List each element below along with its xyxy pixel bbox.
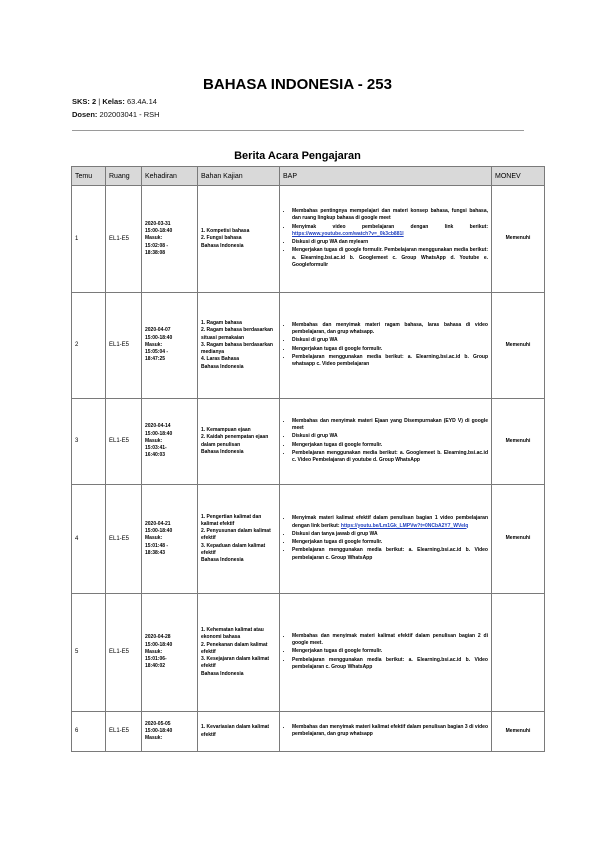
table-row xyxy=(72,293,545,399)
cell-temu: 1 xyxy=(72,186,106,293)
cell-monev: Memenuhi xyxy=(492,485,545,594)
bap-item xyxy=(292,657,488,672)
bap-text: Mengerjakan tugas di google formulir. xyxy=(292,345,383,352)
bahan-line: 1. Pengertian kalimat dan kalimat efektif xyxy=(201,513,262,527)
kelas-label: Kelas: xyxy=(102,97,125,106)
bahan-line: 2. Penekanan dalam kalimat efektif xyxy=(201,641,268,655)
bahan-line: 1. Kompetisi bahasa xyxy=(201,228,250,235)
kehadiran-line: 15:02:08 - xyxy=(145,242,169,249)
bahan-line: 2. Penyusunan dalam kalimat efektif xyxy=(201,528,271,542)
bap-text: Diskusi di grup WA dan mylearn xyxy=(292,239,369,245)
cell-bap xyxy=(280,399,492,485)
bap-list xyxy=(282,724,488,739)
bap-item xyxy=(292,724,488,739)
cell-ruang: EL1-E5 xyxy=(106,485,142,594)
bahan-line: Bahasa Indonesia xyxy=(201,242,244,249)
cell-bap xyxy=(280,186,492,293)
bap-text: Mengerjakan tugas di google formulir. Pembelajaran menggunakan media berikut: a. Elearning.bsi.ac.id b. Googlemeet c. Group WhatsApp d. Youtube e. Googleformulir xyxy=(292,247,488,268)
kehadiran-line: 15:00-18:40 xyxy=(145,528,173,535)
table-row xyxy=(72,594,545,712)
video-link[interactable]: https://www.youtube.com/watch?v=_0k3cb881l xyxy=(292,230,404,237)
bap-text: Membahas dan menyimak materi ragam bahasa, laras bahasa di video pembelajaran, dan grup whatsapp. xyxy=(292,321,488,335)
cell-monev: Memenuhi xyxy=(492,712,545,752)
bahan-line: 3. Kesejajaran dalam kalimat efektif xyxy=(201,656,270,670)
sks-label: SKS: xyxy=(72,97,90,106)
kehadiran-line: 15:01:48 - xyxy=(145,542,169,549)
bahan-line: Bahasa Indonesia xyxy=(201,557,244,564)
bap-list xyxy=(282,208,488,269)
table-header-row xyxy=(72,167,545,186)
bahan-line: 2. Ragam bahasa berdasarkan situasi pemakaian xyxy=(201,327,273,341)
cell-monev: Memenuhi xyxy=(492,186,545,293)
cell-temu: 2 xyxy=(72,293,106,399)
cell-ruang: EL1-E5 xyxy=(106,594,142,712)
bap-item xyxy=(292,531,488,538)
cell-kehadiran xyxy=(142,594,198,712)
header-kehadiran: Kehadiran xyxy=(142,167,198,186)
bap-text: Pembelajaran menggunakan media berikut: a. Elearning.bsi.ac.id b. Video pembelajaran c. Group WhatsApp xyxy=(292,547,488,561)
bap-item xyxy=(292,515,488,530)
kehadiran-line: 15:03:41- xyxy=(145,445,167,452)
bap-item xyxy=(292,354,488,369)
bap-text: Membahas dan menyimak materi kalimat efektif dalam penulisan bagian 3 di video pembelajaran, dan grup whatsapp xyxy=(292,723,488,737)
kehadiran-line: 2020-05-05 xyxy=(145,720,171,727)
cell-bap xyxy=(280,594,492,712)
cell-bap xyxy=(280,712,492,752)
table-row xyxy=(72,399,545,485)
bap-item xyxy=(292,208,488,223)
bahan-line: 1. Kehematan kalimat atau ekonomi bahasa xyxy=(201,627,264,641)
header-bap: BAP xyxy=(280,167,492,186)
cell-kehadiran xyxy=(142,712,198,752)
bap-item xyxy=(292,346,488,353)
kehadiran-line: Masuk: xyxy=(145,437,163,444)
bap-list xyxy=(282,633,488,671)
bap-text: Mengerjakan tugas di google formulir. xyxy=(292,648,383,655)
cell-bap xyxy=(280,485,492,594)
kehadiran-line: 2020-04-21 xyxy=(145,520,171,527)
section-title: Berita Acara Pengajaran xyxy=(234,150,361,162)
kehadiran-line: 15:00-18:40 xyxy=(145,641,173,648)
bap-text: Menyimak materi kalimat efektif dalam penulisan bagian 1 video pembelajaran dengan link berikut: xyxy=(292,515,488,529)
cell-ruang: EL1-E5 xyxy=(106,712,142,752)
cell-bap xyxy=(280,293,492,399)
bap-item xyxy=(292,450,488,465)
kehadiran-line: Masuk: xyxy=(145,535,163,542)
bahan-line: 1. Kevariasian dalam kalimat efektif xyxy=(201,724,270,738)
bap-list xyxy=(282,418,488,465)
dosen-label: Dosen: xyxy=(72,110,98,119)
teaching-report-table xyxy=(71,166,545,752)
bahan-line: Bahasa Indonesia xyxy=(201,363,244,370)
bap-item xyxy=(292,633,488,648)
header-ruang: Ruang xyxy=(106,167,142,186)
bap-item xyxy=(292,247,488,269)
bap-text: Membahas dan menyimak materi Ejaan yang Disempurnakan (EYD V) di google meet xyxy=(292,417,488,431)
bap-text: Diskusi di grup WA xyxy=(292,433,338,440)
video-link[interactable]: https://youtu.be/Lm1Gk_LMPVw?t=0NCbA2Y7_WVelq xyxy=(340,522,469,529)
header-bahan-kajian: Bahan Kajian xyxy=(198,167,280,186)
kehadiran-line: 16:40:03 xyxy=(145,452,166,459)
bahan-line: Bahasa Indonesia xyxy=(201,670,244,677)
kehadiran-line: 15:00-18:40 xyxy=(145,228,173,235)
cell-temu: 6 xyxy=(72,712,106,752)
bahan-line: 1. Ragam bahasa xyxy=(201,320,242,327)
bahan-line: Bahasa Indonesia xyxy=(201,448,244,455)
bap-item xyxy=(292,539,488,546)
table-row xyxy=(72,712,545,752)
course-info: SKS: 2 | Kelas: 63.4A.14 xyxy=(72,97,157,106)
table-row xyxy=(72,485,545,594)
table-row xyxy=(72,186,545,293)
header-monev: MONEV xyxy=(492,167,545,186)
bap-text: Mengerjakan tugas di google formulir. xyxy=(292,539,383,545)
bahan-line: 3. Kepaduan dalam kalimat efektif xyxy=(201,542,266,556)
bahan-line: 2. Fungsi bahasa xyxy=(201,235,242,242)
cell-kehadiran xyxy=(142,399,198,485)
kehadiran-line: 2020-03-31 xyxy=(145,220,171,227)
header-temu: Temu xyxy=(72,167,106,186)
cell-ruang: EL1-E5 xyxy=(106,293,142,399)
bap-text: Membahas pentingnya mempelajari dan materi konsep bahasa, fungsi bahasa, dan ruang lingkup bahasa di google meet xyxy=(292,208,488,222)
dosen-value: 202003041 - RSH xyxy=(99,110,160,119)
kehadiran-line: Masuk: xyxy=(145,341,163,348)
cell-temu: 5 xyxy=(72,594,106,712)
lecturer-info xyxy=(72,110,160,119)
bap-text: Menyimak video pembelajaran dengan link berikut: xyxy=(292,223,488,230)
bap-list xyxy=(282,322,488,369)
bahan-line: 4. Laras Bahasa xyxy=(201,356,240,363)
kehadiran-line: 2020-04-14 xyxy=(145,423,171,430)
kehadiran-line: 18:38:43 xyxy=(145,549,166,556)
bap-item xyxy=(292,442,488,449)
cell-bahan-kajian xyxy=(198,712,280,752)
bap-item xyxy=(292,648,488,655)
bap-text: Mengerjakan tugas di google formulir. xyxy=(292,441,383,448)
cell-monev: Memenuhi xyxy=(492,293,545,399)
cell-bahan-kajian xyxy=(198,594,280,712)
kehadiran-line: 15:00-18:40 xyxy=(145,334,173,341)
cell-bahan-kajian xyxy=(198,293,280,399)
bap-text: Diskusi dan tanya jawab di grup WA xyxy=(292,530,378,537)
bap-item xyxy=(292,547,488,562)
page-title: BAHASA INDONESIA - 253 xyxy=(203,76,392,93)
kehadiran-line: 18:40:02 xyxy=(145,663,166,670)
kehadiran-line: 15:01:06- xyxy=(145,656,167,663)
kehadiran-line: 15:00-18:40 xyxy=(145,430,173,437)
kehadiran-line: Masuk: xyxy=(145,735,163,742)
bap-text: Pembelajaran menggunakan media berikut: a. Elearning.bsi.ac.id b. Video pembelajaran c. Group WhatsApp xyxy=(292,656,488,670)
bap-item xyxy=(292,239,488,246)
cell-bahan-kajian xyxy=(198,485,280,594)
kehadiran-line: Masuk: xyxy=(145,648,163,655)
kehadiran-line: 2020-04-07 xyxy=(145,327,171,334)
bap-item xyxy=(292,433,488,440)
cell-kehadiran xyxy=(142,186,198,293)
bap-list xyxy=(282,515,488,562)
bap-text: Pembelajaran menggunakan media berikut: a. Elearning.bsi.ac.id b. Group whatsapp c. Video pembelajaran xyxy=(292,353,488,367)
kehadiran-line: Masuk: xyxy=(145,235,163,242)
bap-text: Pembelajaran menggunakan media berikut: a. Googlemeet b. Elearning.bsi.ac.id c. Video Pembelajaran di youtube d. Group WhatsApp xyxy=(292,449,488,463)
cell-monev: Memenuhi xyxy=(492,399,545,485)
bap-item xyxy=(292,224,488,239)
bahan-line: 1. Kemampuan ejaan xyxy=(201,427,251,433)
cell-temu: 3 xyxy=(72,399,106,485)
cell-bahan-kajian xyxy=(198,186,280,293)
cell-temu: 4 xyxy=(72,485,106,594)
cell-bahan-kajian xyxy=(198,399,280,485)
kehadiran-line: 18:47:25 xyxy=(145,356,166,363)
bap-text: Membahas dan menyimak materi kalimat efektif dalam penulisan bagian 2 di google meet. xyxy=(292,632,488,647)
kehadiran-line: 15:00-18:40 xyxy=(145,727,173,734)
bap-item xyxy=(292,322,488,337)
cell-kehadiran xyxy=(142,485,198,594)
divider xyxy=(72,130,524,131)
bahan-line: 3. Ragam bahasa berdasarkan medianya xyxy=(201,341,273,356)
sks-value: 2 xyxy=(92,97,97,106)
kehadiran-line: 15:05:04 - xyxy=(145,349,169,356)
cell-kehadiran xyxy=(142,293,198,399)
bap-item xyxy=(292,337,488,344)
cell-monev xyxy=(492,594,545,712)
bahan-line: 2. Kaidah penempatan ejaan dalam penulisan xyxy=(201,434,269,448)
bap-item xyxy=(292,418,488,433)
cell-ruang: EL1-E5 xyxy=(106,186,142,293)
bap-text: Diskusi di grup WA xyxy=(292,337,338,344)
kehadiran-line: 2020-04-28 xyxy=(145,634,171,641)
kelas-value: 63.4A.14 xyxy=(126,97,157,106)
cell-ruang: EL1-E5 xyxy=(106,399,142,485)
kehadiran-line: 18:38:08 xyxy=(145,249,166,256)
